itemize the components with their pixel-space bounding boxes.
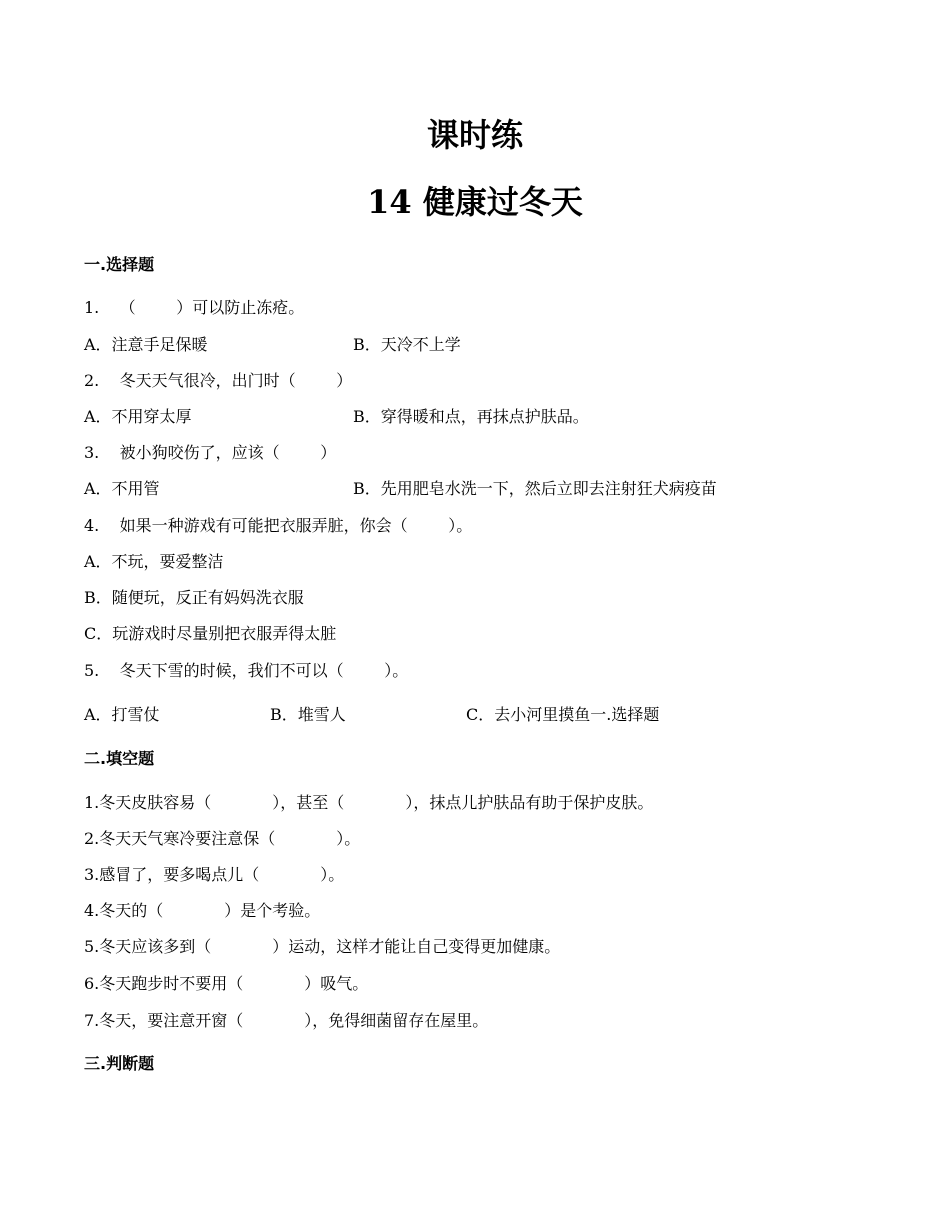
lesson-title: 14 健康过冬天 [367, 183, 583, 221]
option-c: C．玩游戏时尽量别把衣服弄得太脏 [84, 624, 337, 643]
question-stem: 5. 冬天下雪的时候，我们不可以（ ）。 [84, 661, 409, 680]
question-stem: 2. 冬天天气很冷，出门时（ ） [84, 371, 353, 390]
section-heading-judge: 三.判断题 [84, 1054, 155, 1073]
option-a: A．不用管 [84, 479, 160, 498]
question-stem: 4. 如果一种游戏有可能把衣服弄脏，你会（ ）。 [84, 516, 473, 535]
section-heading-fill: 二.填空题 [84, 749, 155, 768]
fill-item: 7.冬天，要注意开窗（ ），免得细菌留存在屋里。 [84, 1011, 489, 1030]
fill-item: 1.冬天皮肤容易（ ），甚至（ ），抹点儿护肤品有助于保护皮肤。 [84, 793, 654, 812]
option-a: A．不玩，要爱整洁 [84, 552, 224, 571]
fill-item: 6.冬天跑步时不要用（ ）吸气。 [84, 974, 369, 993]
fill-item: 5.冬天应该多到（ ）运动，这样才能让自己变得更加健康。 [84, 937, 561, 956]
fill-item: 3.感冒了，要多喝点儿（ ）。 [84, 865, 345, 884]
question-stem: 1. （ ）可以防止冻疮。 [84, 298, 305, 317]
option-b: B．穿得暖和点，再抹点护肤品。 [353, 407, 589, 426]
option-b: B．堆雪人 [270, 705, 346, 724]
option-a: A．打雪仗 [84, 705, 160, 724]
option-c: C．去小河里摸鱼一.选择题 [466, 705, 660, 724]
fill-item: 4.冬天的（ ）是个考验。 [84, 901, 321, 920]
question-stem: 3. 被小狗咬伤了，应该（ ） [84, 443, 337, 462]
option-a: A．不用穿太厚 [84, 407, 192, 426]
option-b: B．天冷不上学 [353, 335, 461, 354]
option-a: A．注意手足保暖 [84, 335, 208, 354]
option-b: B．先用肥皂水洗一下，然后立即去注射狂犬病疫苗 [353, 479, 717, 498]
section-heading-choice: 一.选择题 [84, 255, 155, 274]
worksheet-title: 课时练 [426, 116, 523, 154]
fill-item: 2.冬天天气寒冷要注意保（ ）。 [84, 829, 361, 848]
option-b: B．随便玩，反正有妈妈洗衣服 [84, 588, 304, 607]
